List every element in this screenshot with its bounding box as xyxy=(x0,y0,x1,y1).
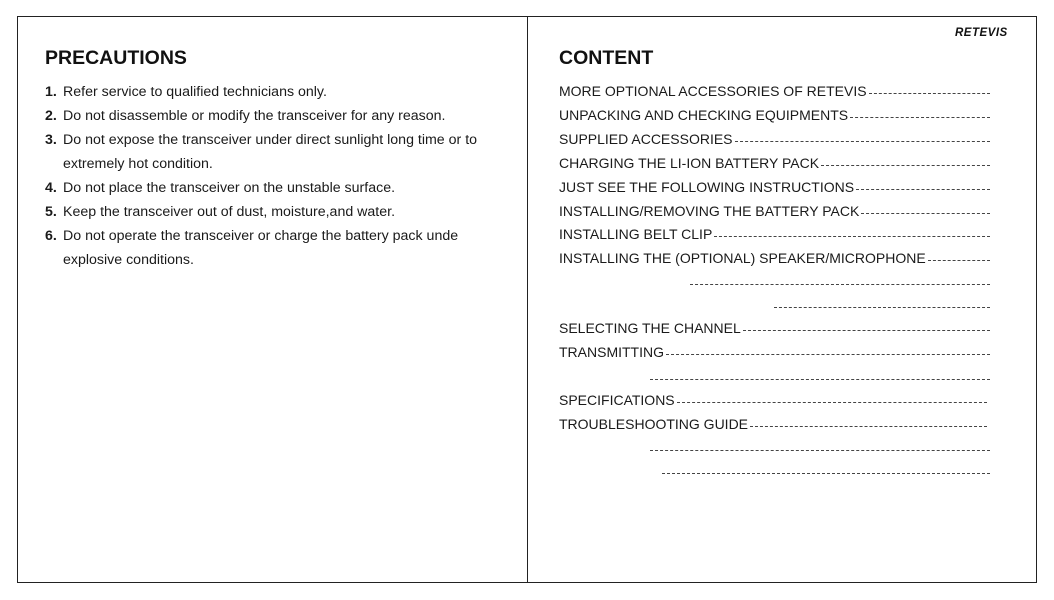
toc-entry xyxy=(559,412,987,432)
toc-leader xyxy=(743,330,990,331)
precaution-number: 3. xyxy=(45,132,57,148)
precaution-item xyxy=(45,80,515,104)
toc-entry xyxy=(660,459,990,479)
toc-label: INSTALLING BELT CLIP xyxy=(559,226,713,242)
toc-leader xyxy=(821,165,990,166)
toc-entry xyxy=(559,151,990,171)
toc-leader xyxy=(650,450,990,451)
toc-leader xyxy=(662,473,990,474)
precautions-list xyxy=(45,80,515,272)
precaution-text: Do not disassemble or modify the transceiver for any reason. xyxy=(63,108,446,124)
toc-entry xyxy=(559,246,990,266)
toc-label: UNPACKING AND CHECKING EQUIPMENTS xyxy=(559,107,849,123)
toc-leader xyxy=(774,307,990,308)
toc-leader xyxy=(650,379,990,380)
precaution-number: 4. xyxy=(45,180,57,196)
toc-label: TRANSMITTING xyxy=(559,344,664,360)
toc-leader xyxy=(928,260,990,261)
precaution-item xyxy=(45,200,515,224)
toc-leader xyxy=(856,189,990,190)
toc-entry xyxy=(648,365,990,385)
toc-leader xyxy=(850,117,990,118)
toc-entry xyxy=(559,199,990,219)
precautions-heading: PRECAUTIONS xyxy=(45,47,187,69)
toc-leader xyxy=(869,93,990,94)
toc-entry xyxy=(772,293,990,313)
toc-leader xyxy=(714,236,990,237)
toc-label: SUPPLIED ACCESSORIES xyxy=(559,131,733,147)
toc-label: INSTALLING/REMOVING THE BATTERY PACK xyxy=(559,203,860,219)
toc-label: CHARGING THE LI-ION BATTERY PACK xyxy=(559,155,820,171)
toc-leader xyxy=(735,141,990,142)
toc-entry xyxy=(559,127,990,147)
toc-label: SPECIFICATIONS xyxy=(559,392,675,408)
toc-entry xyxy=(648,436,990,456)
toc-entry xyxy=(559,103,990,123)
toc-label: JUST SEE THE FOLLOWING INSTRUCTIONS xyxy=(559,179,855,195)
toc-entry xyxy=(559,175,990,195)
precaution-text: Do not operate the transceiver or charge the battery pack unde explosive conditions. xyxy=(63,228,459,268)
toc-entry xyxy=(559,79,990,99)
precaution-item xyxy=(45,104,515,128)
precaution-number: 1. xyxy=(45,84,57,100)
toc-label: TROUBLESHOOTING GUIDE xyxy=(559,416,749,432)
toc-label: MORE OPTIONAL ACCESSORIES OF RETEVIS xyxy=(559,83,867,99)
toc-label: INSTALLING THE (OPTIONAL) SPEAKER/MICROPHONE xyxy=(559,250,926,266)
toc-entry xyxy=(559,222,990,242)
precaution-text: Keep the transceiver out of dust, moisture,and water. xyxy=(63,204,396,220)
toc-leader xyxy=(861,213,990,214)
precaution-number: 5. xyxy=(45,204,57,220)
precaution-item xyxy=(45,224,515,272)
precaution-text: Do not expose the transceiver under direct sunlight long time or to extremely hot condition. xyxy=(63,132,478,172)
precaution-number: 6. xyxy=(45,228,57,244)
precaution-item xyxy=(45,176,515,200)
toc-leader xyxy=(750,426,987,427)
toc-leader xyxy=(666,354,990,355)
toc-entry xyxy=(559,316,990,336)
toc-entry xyxy=(559,340,990,360)
precaution-text: Do not place the transceiver on the unstable surface. xyxy=(63,180,396,196)
precaution-number: 2. xyxy=(45,108,57,124)
precaution-item xyxy=(45,128,515,176)
precaution-text: Refer service to qualified technicians only. xyxy=(63,84,327,100)
toc-entry xyxy=(688,270,990,290)
toc-label: SELECTING THE CHANNEL xyxy=(559,320,741,336)
toc-leader xyxy=(690,284,990,285)
brand-logo: RETEVIS xyxy=(955,27,1008,39)
page-divider xyxy=(527,16,528,583)
toc-entry xyxy=(559,388,987,408)
toc-leader xyxy=(677,402,987,403)
content-heading: CONTENT xyxy=(559,47,654,69)
